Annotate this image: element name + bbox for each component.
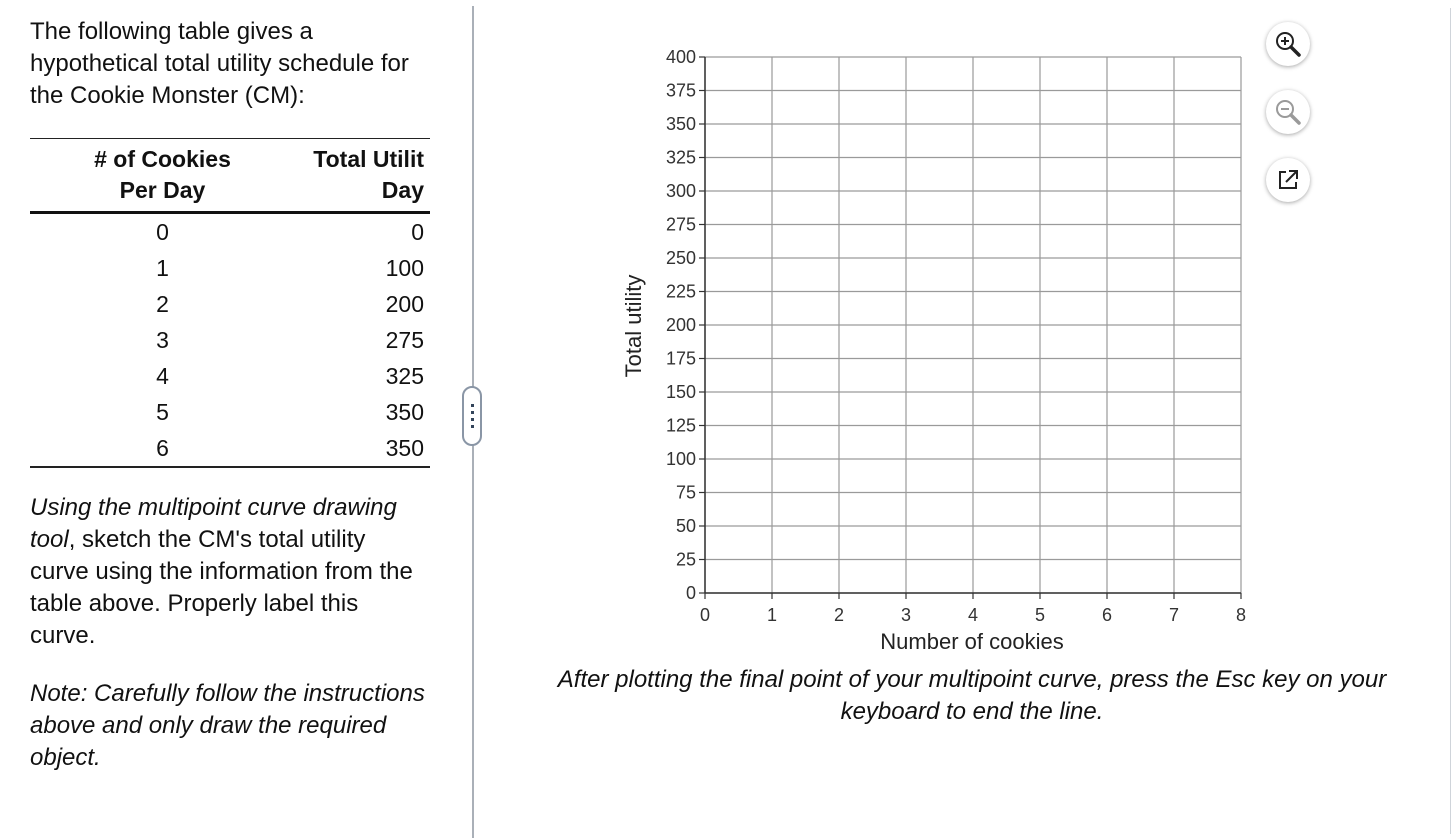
x-tick-label: 7	[1168, 605, 1180, 625]
header-cookies: # of Cookies Per Day	[94, 146, 231, 203]
cookies-cell: 1	[156, 254, 169, 281]
x-tick-label: 0	[699, 605, 711, 625]
y-tick-label: 50	[675, 516, 696, 536]
cookies-cell: 2	[156, 290, 169, 317]
zoom-in-icon	[1274, 30, 1302, 58]
intro-text: The following table gives a hypothetical total utility schedule for the Cookie Monster (CM):	[30, 18, 409, 109]
y-tick-label: 300	[665, 181, 696, 201]
y-tick-label: 400	[665, 47, 696, 67]
cookies-cell: 3	[156, 326, 169, 353]
y-tick-label: 325	[665, 147, 696, 168]
y-tick-label: 25	[675, 549, 696, 570]
x-axis-label: Number of cookies	[880, 629, 1064, 654]
y-tick-label: 275	[665, 214, 696, 235]
y-tick-label: 200	[665, 315, 696, 335]
tick-labels	[666, 47, 1246, 625]
cookies-cell: 0	[156, 218, 169, 245]
x-tick-label: 3	[900, 605, 912, 625]
utility-cell: 275	[385, 326, 424, 353]
y-tick-label: 150	[665, 382, 696, 402]
zoom-out-icon	[1274, 98, 1302, 126]
grid	[705, 57, 1241, 593]
cookies-cell: 4	[156, 362, 169, 389]
pop-out-button[interactable]	[1266, 158, 1310, 202]
utility-cell: 0	[411, 218, 424, 245]
x-tick-label: 6	[1101, 605, 1113, 625]
y-tick-label: 0	[685, 583, 696, 603]
cookies-cell: 6	[156, 434, 169, 461]
x-tick-label: 2	[833, 605, 845, 625]
zoom-in-button[interactable]	[1266, 22, 1310, 66]
y-tick-label: 375	[665, 80, 696, 101]
y-tick-label: 75	[675, 482, 696, 503]
instruction-rest: , sketch the CM's total utility curve using the information from the table above. Properly label this curve.	[30, 526, 413, 649]
zoom-out-button[interactable]	[1266, 90, 1310, 134]
utility-cell: 100	[385, 254, 424, 281]
y-tick-label: 175	[665, 348, 696, 369]
utility-cell: 350	[385, 434, 424, 461]
x-tick-label: 8	[1235, 605, 1247, 625]
x-tick-label: 4	[967, 605, 979, 625]
x-tick-label: 5	[1034, 605, 1046, 625]
y-tick-label: 250	[665, 248, 696, 268]
y-tick-label: 225	[665, 281, 696, 302]
instruction-emphasis: Using the multipoint curve drawing tool	[30, 494, 397, 553]
axes	[699, 57, 1241, 599]
scrollbar-track[interactable]	[1450, 8, 1454, 834]
y-axis-label: Total utility	[621, 274, 646, 378]
pop-out-icon	[1274, 166, 1302, 194]
graph-caption: After plotting the final point of your multipoint curve, press the Esc key on your keyboard to end the line.	[557, 666, 1387, 725]
y-tick-label: 100	[665, 449, 696, 469]
cookies-cell: 5	[156, 398, 169, 425]
y-tick-label: 125	[665, 415, 696, 436]
x-tick-label: 1	[766, 605, 778, 625]
y-tick-label: 350	[665, 114, 696, 134]
header-total-utility: Total Utilit Day	[313, 146, 424, 203]
utility-cell: 200	[385, 290, 424, 317]
utility-cell: 325	[385, 362, 424, 389]
note-text: Note: Carefully follow the instructions above and only draw the required object.	[30, 680, 425, 771]
utility-cell: 350	[385, 398, 424, 425]
